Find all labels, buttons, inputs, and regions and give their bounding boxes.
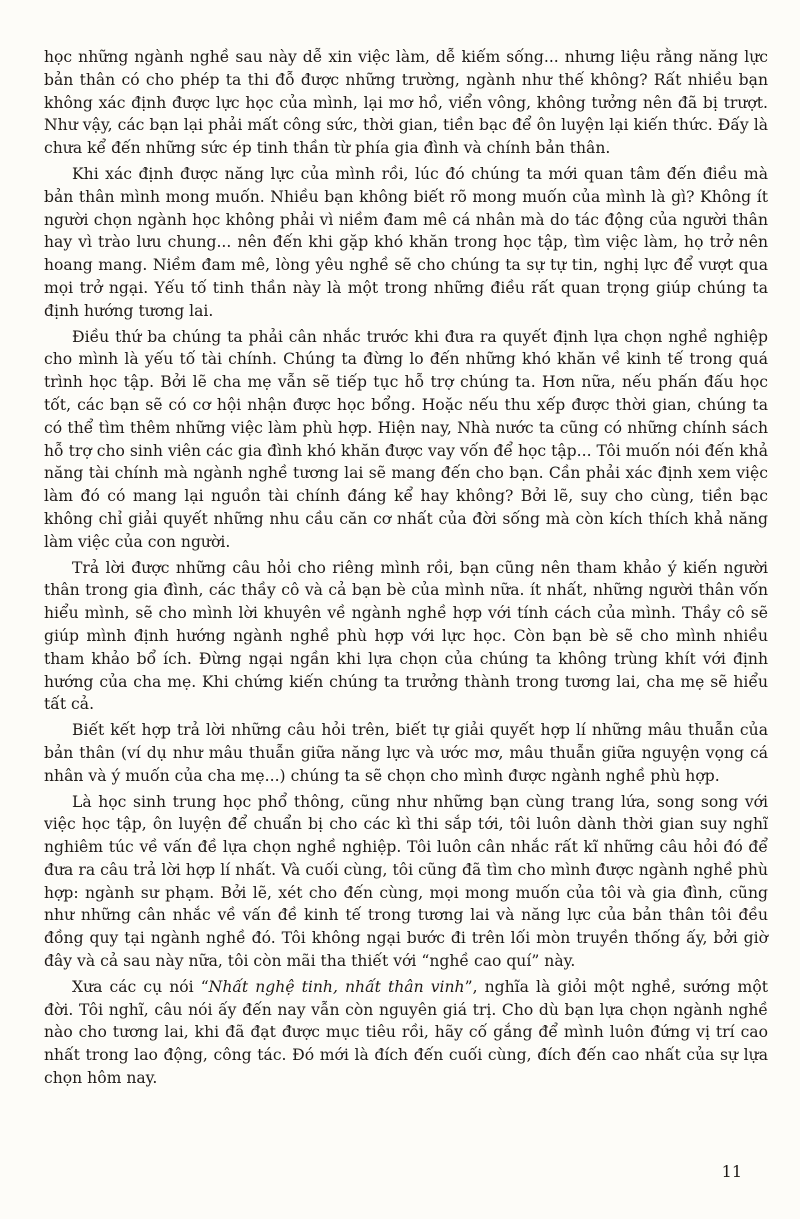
page-body xyxy=(44,46,768,1093)
paragraph-5: Biết kết hợp trả lời những câu hỏi trên, biết tự giải quyết hợp lí những mâu thuẫn của bản thân (ví dụ như mâu thuẫn giữa năng lực và ước mơ, mâu thuẫn giữa nguyện vọng cá nhân và ý muốn của cha mẹ...) chúng ta sẽ chọn cho mình được ngành nghề phù hợp. xyxy=(44,721,768,785)
paragraph-4: Trả lời được những câu hỏi cho riêng mình rồi, bạn cũng nên tham khảo ý kiến người thân trong gia đình, các thầy cô và cả bạn bè của mình nữa. ít nhất, những người thân vốn hiểu mình, sẽ cho mình lời khuyên về ngành nghề hợp với tính cách của mình. Thầy cô sẽ giúp mình định hướng ngành nghề phù hợp với lực học. Còn bạn bè sẽ cho mình nhiều tham khảo bổ ích. Đừng ngại ngần khi lựa chọn của chúng ta không trùng khít với định hướng của cha mẹ. Khi chứng kiến chúng ta trưởng thành trong tương lai, cha mẹ sẽ hiểu tất cả. xyxy=(44,558,768,714)
paragraph-7-prefix: Xưa các cụ nói “ xyxy=(72,977,209,996)
paragraph-3: Điều thứ ba chúng ta phải cân nhắc trước khi đưa ra quyết định lựa chọn nghề nghiệp cho mình là yếu tố tài chính. Chúng ta đừng lo đến những khó khăn về kinh tế trong quá trình học tập. Bởi lẽ cha mẹ vẫn sẽ tiếp tục hỗ trợ chúng ta. Hơn nữa, nếu phấn đấu học tốt, các bạn sẽ có cơ hội nhận được học bổng. Hoặc nếu thu xếp được thời gian, chúng ta có thể tìm thêm những việc làm phù hợp. Hiện nay, Nhà nước ta cũng có những chính sách hỗ trợ cho sinh viên các gia đình khó khăn được vay vốn để học tập... Tôi muốn nói đến khả năng tài chính mà ngành nghề tương lai sẽ mang đến cho bạn. Cần phải xác định xem việc làm đó có mang lại nguồn tài chính đáng kể hay không? Bởi lẽ, suy cho cùng, tiền bạc không chỉ giải quyết những nhu cầu căn cơ nhất của đời sống mà còn kích thích khả năng làm việc của con người. xyxy=(44,327,768,551)
paragraph-7-text: ”, nghĩa là giỏi một nghề, sướng một đời. Tôi nghĩ, câu nói ấy đến nay vẫn còn nguyên giá trị. Cho dù bạn lựa chọn ngành nghề nào cho tương lai, khi đã đạt được mục tiêu rồi, hãy cố gắng để mình luôn đứng vị trí cao nhất trong lao động, công tác. Đó mới là đích đến cuối cùng, đích đến cao nhất của sự lựa chọn hôm nay. xyxy=(44,977,768,1088)
paragraph-6: Là học sinh trung học phổ thông, cũng như những bạn cùng trang lứa, song song với việc học tập, ôn luyện để chuẩn bị cho các kì thi sắp tới, tôi luôn dành thời gian suy nghĩ nghiêm túc về vấn đề lựa chọn nghề nghiệp. Tôi luôn cân nhắc rất kĩ những câu hỏi đó để đưa ra câu trả lời hợp lí nhất. Và cuối cùng, tôi cũng đã tìm cho mình được ngành nghề phù hợp: ngành sư phạm. Bởi lẽ, xét cho đến cùng, mọi mong muốn của tôi và gia đình, cũng như những cân nhắc về vấn đề kinh tế trong tương lai và năng lực của bản thân tôi đều đồng quy tại ngành nghề đó. Tôi không ngại bước đi trên lối mòn truyền thống ấy, bởi giờ đây và cả sau này nữa, tôi còn mãi tha thiết với “nghề cao quí” này. xyxy=(44,792,768,971)
paragraph-1: học những ngành nghề sau này dễ xin việc làm, dễ kiếm sống... nhưng liệu rằng năng lực bản thân có cho phép ta thi đỗ được những trường, ngành như thế không? Rất nhiều bạn không xác định được lực học của mình, lại mơ hồ, viển vông, không tưởng nên đã bị trượt. Như vậy, các bạn lại phải mất công sức, thời gian, tiền bạc để ôn luyện lại kiến thức. Đấy là chưa kể đến những sức ép tinh thần từ phía gia đình và chính bản thân. xyxy=(44,48,768,158)
proverb-quote: Nhất nghệ tinh, nhất thân vinh xyxy=(208,977,465,996)
paragraph-2: Khi xác định được năng lực của mình rồi, lúc đó chúng ta mới quan tâm đến điều mà bản thân mình mong muốn. Nhiều bạn không biết rõ mong muốn của mình là gì? Không ít người chọn ngành học không phải vì niềm đam mê cá nhân mà do tác động của người thân hay vì trào lưu chung... nên đến khi gặp khó khăn trong học tập, tìm việc làm, họ trở nên hoang mang. Niềm đam mê, lòng yêu nghề sẽ cho chúng ta sự tự tin, nghị lực để vượt qua mọi trở ngại. Yếu tố tinh thần này là một trong những điều rất quan trọng giúp chúng ta định hướng tương lai. xyxy=(44,164,768,320)
paragraph-7 xyxy=(44,976,768,1090)
page-number: 11 xyxy=(721,1162,742,1181)
